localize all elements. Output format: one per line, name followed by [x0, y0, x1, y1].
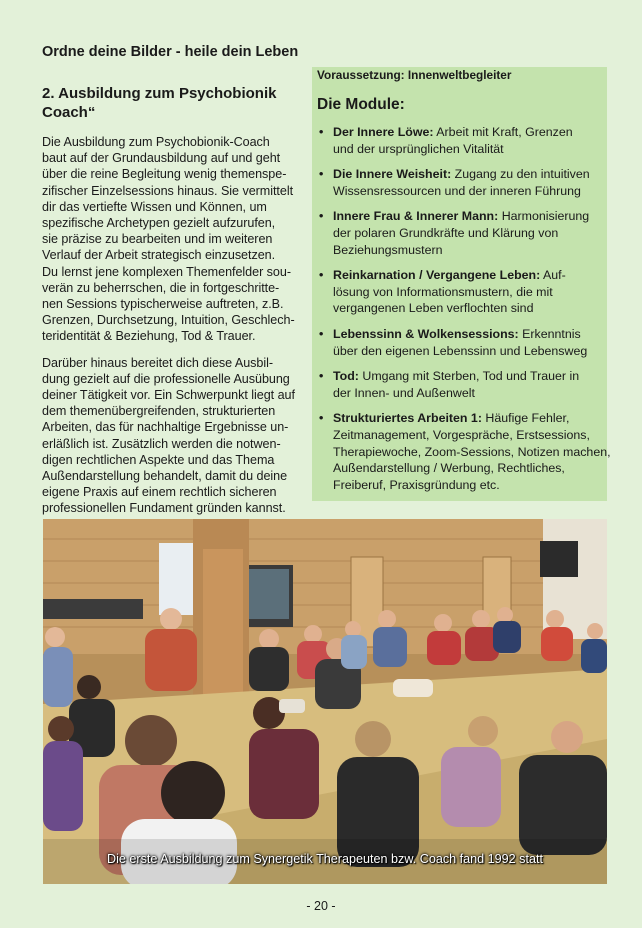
body-line: Außendarstellung behandelt, damit du deine	[42, 469, 288, 484]
module-line: lösung von Informationsmustern, die mit	[333, 284, 553, 299]
body-line: eigene Praxis auf einem rechtlich sicheren	[42, 485, 277, 500]
section-title	[42, 84, 304, 122]
group-photo	[43, 519, 607, 884]
module-line	[333, 368, 599, 385]
body-line: spezifische Archetypen gezielt aufzurufen,	[42, 216, 276, 231]
module-item	[317, 166, 599, 199]
module-description: Umgang mit Sterben, Tod und Trauer in	[358, 369, 580, 384]
module-line: vergangenen Leben verflochten sind	[333, 301, 534, 316]
module-line: über den eigenen Lebenssinn und Lebensweg	[333, 343, 588, 358]
body-line: Darüber hinaus bereitet dich diese Ausbil-	[42, 355, 274, 370]
module-name: Die Innere Weisheit:	[333, 167, 452, 182]
module-line	[333, 166, 599, 183]
module-name: Strukturiertes Arbeiten 1:	[333, 411, 482, 426]
body-line: dir das vertiefte Wissen und Können, um	[42, 199, 267, 214]
page-number: - 20 -	[306, 899, 336, 913]
section-title-line: Coach“	[42, 104, 96, 121]
module-description: Arbeit mit Kraft, Grenzen	[433, 125, 573, 139]
module-name: Innere Frau & Innerer Mann:	[333, 209, 499, 224]
module-line: Beziehungsmustern	[333, 242, 443, 257]
bullet-icon: •	[319, 125, 324, 139]
body-line: nen Sessions typischerweise auftreten, z.B.	[42, 297, 284, 312]
body-line: teridentität & Beziehung, Tod & Trauer.	[42, 329, 256, 344]
module-description: Harmonisierung	[498, 209, 590, 224]
group-photo-illustration	[43, 519, 607, 884]
bullet-icon: •	[319, 268, 324, 283]
module-name: Der Innere Löwe:	[333, 125, 434, 139]
prerequisite-text: Voraussetzung: Innenweltbegleiter	[317, 68, 512, 82]
modules-list	[317, 124, 611, 493]
body-line: dem themenübergreifenden, strukturierten	[42, 404, 276, 419]
module-line: Außendarstellung / Werbung, Rechtliches,	[333, 461, 565, 476]
module-line: Freiberuf, Praxisgründung etc.	[333, 477, 500, 492]
module-description: Zugang zu den intuitiven	[451, 167, 590, 182]
module-name: Reinkarnation / Vergangene Leben:	[333, 268, 541, 283]
modules-title: Die Module:	[317, 96, 405, 113]
bullet-icon: •	[319, 326, 324, 341]
module-item	[317, 208, 599, 258]
modules-box	[312, 67, 611, 501]
module-line: der Innen- und Außenwelt	[333, 385, 475, 400]
left-column	[42, 84, 304, 527]
module-item	[317, 124, 599, 157]
module-line: Therapiewoche, Zoom-Sessions, Notizen machen,	[333, 444, 611, 459]
module-line: und der ursprünglichen Vitalität	[333, 141, 504, 156]
body-line: Die Ausbildung zum Psychobionik-Coach	[42, 135, 270, 149]
page-title: Ordne deine Bilder - heile dein Leben	[42, 44, 299, 60]
body-line: über die reine Begleitung wenig themenspe-	[42, 167, 287, 182]
body-line: Grenzen, Durchsetzung, Intuition, Geschlech-	[42, 313, 295, 328]
module-item	[317, 368, 599, 401]
module-line	[333, 326, 599, 343]
module-item	[317, 410, 611, 493]
body-line: verän zu beherrschen, die in fortgeschritte-	[42, 280, 280, 295]
module-line: Wissensressourcen und der inneren Führung	[333, 183, 581, 198]
module-name: Lebenssinn & Wolkensessions:	[333, 326, 519, 341]
bullet-icon: •	[319, 369, 324, 384]
body-line: Du lernst jene komplexen Themenfelder sou-	[42, 264, 291, 279]
body-paragraph	[42, 134, 304, 345]
module-line	[333, 410, 599, 427]
body-line: baut auf der Grundausbildung auf und geht	[42, 151, 281, 166]
body-line: zifischer Einzelsessions hinaus. Sie vermittelt	[42, 183, 294, 198]
body-line: Verlauf der Arbeit strategisch einzusetzen.	[42, 248, 276, 263]
body-text	[42, 134, 304, 517]
body-line: professionellen Fundament gründen kannst.	[42, 501, 286, 516]
bullet-icon: •	[319, 167, 324, 182]
photo-caption: Die erste Ausbildung zum Synergetik Therapeuten bzw. Coach fand 1992 statt	[107, 852, 543, 866]
body-paragraph	[42, 355, 304, 517]
body-line: erläßlich ist. Zusätzlich werden die notwen-	[42, 436, 281, 451]
body-line: digen rechtlichen Aspekte und das Thema	[42, 452, 275, 467]
section-title-line: 2. Ausbildung zum Psychobionik	[42, 85, 277, 102]
body-line: Arbeiten, das für nachhaltige Ergebnisse un-	[42, 420, 289, 435]
module-description: Auf-	[540, 268, 566, 283]
body-line: dung gezielt auf die professionelle Ausübung	[42, 371, 290, 386]
body-line: sie präzise zu bearbeiten und im weiteren	[42, 232, 273, 247]
module-line: der polaren Grundkräfte und Klärung von	[333, 225, 559, 240]
module-line	[333, 124, 599, 141]
bullet-icon: •	[319, 209, 324, 224]
module-line	[333, 208, 599, 225]
bullet-icon: •	[319, 411, 324, 426]
module-description: Erkenntnis	[518, 326, 581, 341]
module-item	[317, 326, 599, 359]
module-description: Häufige Fehler,	[481, 411, 570, 426]
module-name: Tod:	[333, 369, 359, 384]
module-line	[333, 267, 599, 284]
module-item	[317, 267, 599, 317]
module-line: Zeitmanagement, Vorgespräche, Erstsessions,	[333, 427, 590, 442]
body-line: deiner Tätigkeit vor. Ein Schwerpunkt liegt auf	[42, 388, 295, 403]
